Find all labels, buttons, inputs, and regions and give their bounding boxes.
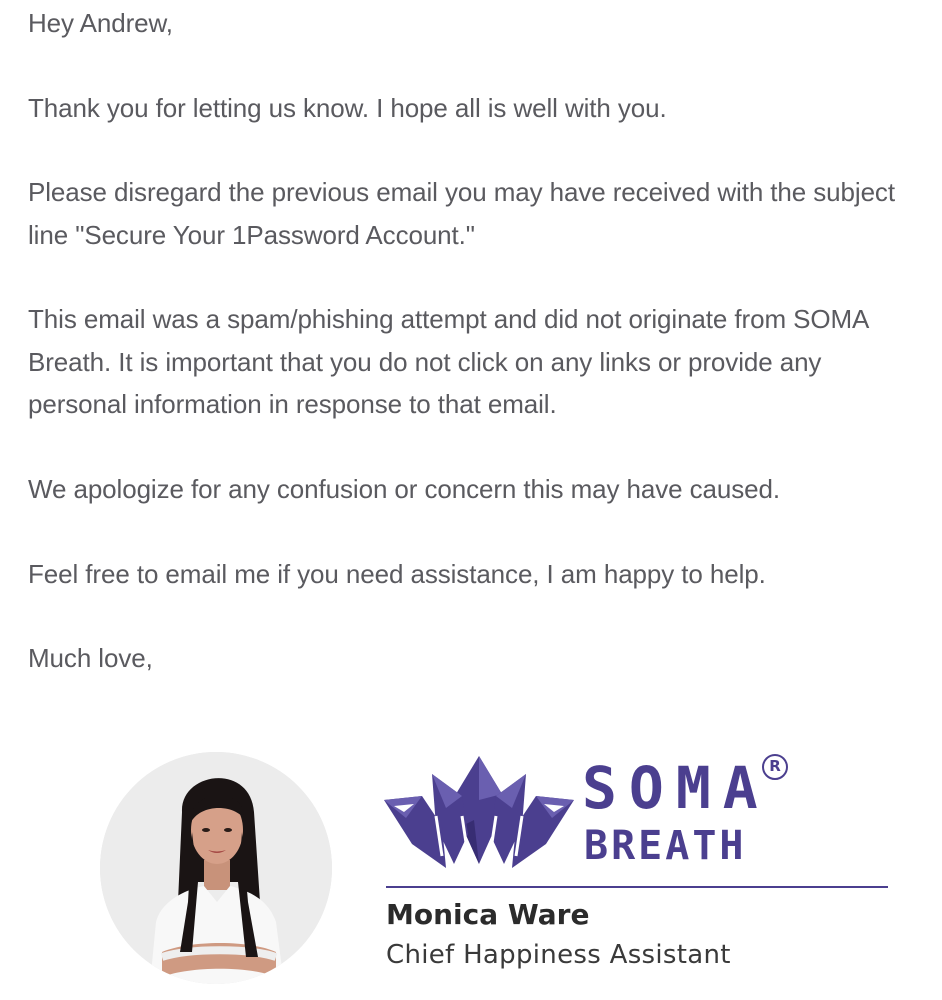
greeting: Hey Andrew, bbox=[28, 8, 173, 38]
signature-divider bbox=[386, 886, 888, 888]
paragraph-offer-help: Feel free to email me if you need assistance, I am happy to help. bbox=[28, 559, 766, 589]
closing: Much love, bbox=[28, 643, 153, 673]
avatar bbox=[100, 752, 332, 984]
signature-name: Monica Ware bbox=[386, 898, 590, 931]
avatar-photo bbox=[100, 752, 332, 984]
paragraph-disregard: Please disregard the previous email you may have received with the subject line "Secure Your 1Password Account." bbox=[28, 177, 895, 250]
paragraph-phishing-warning: This email was a spam/phishing attempt and did not originate from SOMA Breath. It is important that you do not click on any links or provide any personal information in response to that email. bbox=[28, 304, 868, 419]
logo-text-soma: SOMA bbox=[582, 754, 770, 822]
paragraph-thanks: Thank you for letting us know. I hope all is well with you. bbox=[28, 93, 667, 123]
paragraph-apology: We apologize for any confusion or concern this may have caused. bbox=[28, 474, 780, 504]
registered-trademark-icon: R bbox=[762, 754, 788, 780]
signature-title: Chief Happiness Assistant bbox=[386, 940, 731, 970]
logo-text-breath: BREATH bbox=[584, 823, 747, 869]
lotus-icon bbox=[384, 756, 574, 876]
soma-breath-logo bbox=[384, 748, 804, 878]
email-signature bbox=[0, 740, 942, 1000]
